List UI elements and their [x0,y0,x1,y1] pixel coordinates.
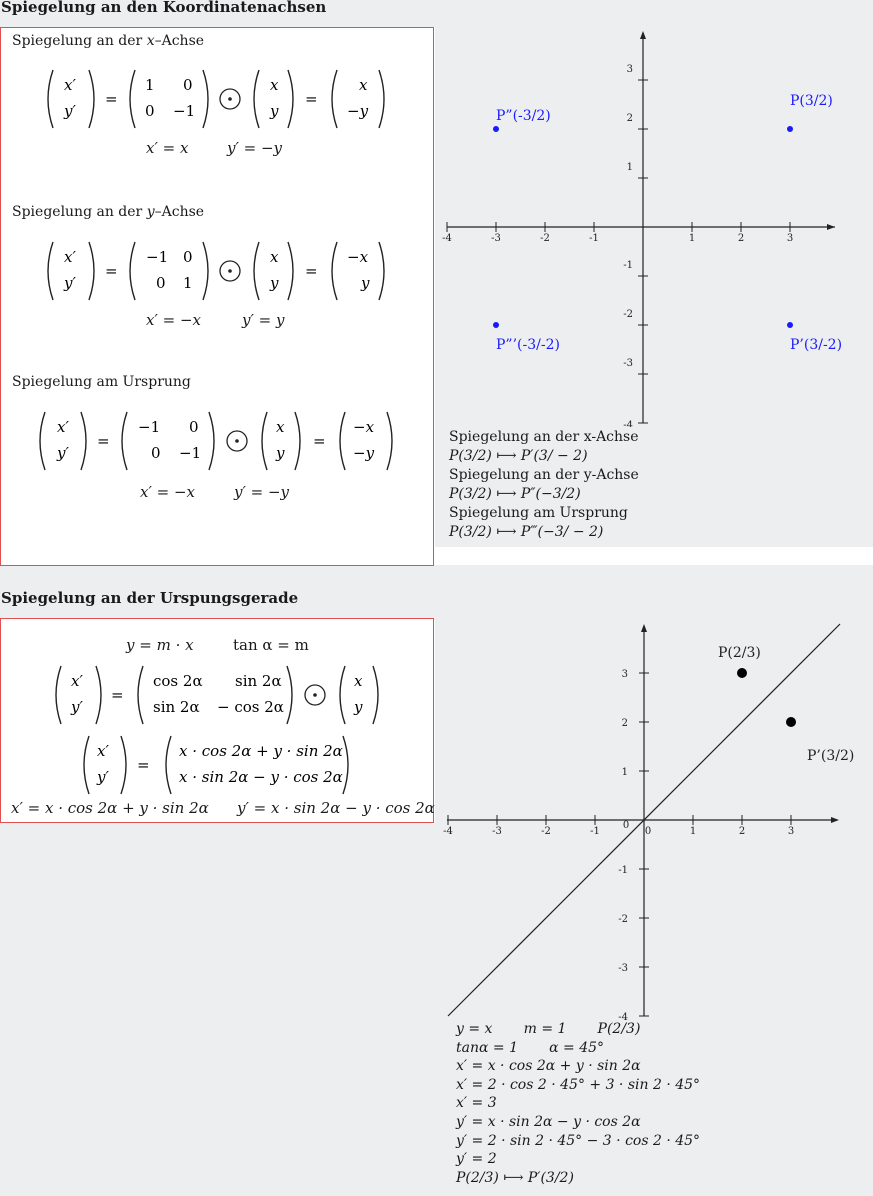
eq-x-axis-1: x′ = x [146,139,189,157]
x-tick-label: -1 [590,826,600,837]
left-gray-fill [0,822,435,1196]
origin-label: 0 [622,820,630,831]
svg-text:cos 2α: cos 2α [153,672,203,690]
info-line: y′ = 2 · sin 2 · 45° − 3 · cos 2 · 45° [456,1132,701,1149]
point-label: P(3/2) [790,93,833,109]
point-label: P’(3/-2) [790,337,843,353]
info-line: Spiegelung an der x-Achse [449,429,639,445]
y-tick-label: 2 [626,113,633,124]
x-axis-arrow [827,224,835,230]
data-point [493,126,499,132]
eq-y-axis-1: x′ = −x [146,311,201,329]
info-line: x′ = 2 · cos 2 · 45° + 3 · sin 2 · 45° [456,1076,701,1093]
point-label: P”’(-3/-2) [496,337,560,353]
svg-text:x: x [354,672,363,690]
info-line: y′ = x · sin 2α − y · cos 2α [456,1113,641,1130]
data-point [737,668,747,678]
y-tick-label: -1 [618,865,628,876]
coordinate-plot-line [435,620,873,1020]
info-line: y = x m = 1 P(2/3) [456,1021,641,1037]
x-tick-label: 3 [787,826,795,837]
info-line-calc [456,1020,700,1187]
matrix-equation-x-axis [1,68,433,130]
svg-text:sin 2α: sin 2α [235,672,282,690]
info-line: Spiegelung am Ursprung [449,505,628,521]
eq-origin-2: y′ = −y [234,483,290,501]
y-tick-label: -1 [623,260,633,271]
svg-text:0: 0 [156,274,166,292]
matrix-equation-y-axis [1,240,433,302]
x-tick-label: -1 [589,233,599,244]
eq-tan-def: tan α = m [233,636,309,654]
y-tick-label: 2 [621,718,628,729]
svg-text:=: = [97,432,110,450]
data-point [786,717,796,727]
formula-box-line [0,618,434,823]
svg-text:x: x [270,76,279,94]
svg-text:=: = [105,90,118,108]
lhs-y: y′ [64,102,76,120]
info-line: Spiegelung an der y-Achse [449,467,639,483]
svg-text:x: x [270,248,279,266]
x-tick-label: -3 [492,826,502,837]
svg-text:y′: y′ [71,698,83,716]
final-y-equation: y′ = x · sin 2α − y · cos 2α [237,799,435,817]
svg-text:=: = [305,90,318,108]
info-line: x′ = x · cos 2α + y · sin 2α [456,1058,641,1075]
y-tick-label: -3 [623,358,633,369]
y-tick-label: -2 [623,309,633,320]
data-point [787,322,793,328]
svg-text:sin 2α: sin 2α [153,698,200,716]
svg-text:−x: −x [347,248,369,266]
svg-text:=: = [305,262,318,280]
svg-text:0: 0 [183,76,193,94]
svg-text:=: = [105,262,118,280]
x-tick-label: -4 [443,826,453,837]
matrix-equation-line [1,664,433,726]
x-tick-label: -3 [491,233,501,244]
y-axis-arrow [641,624,647,632]
svg-text:0: 0 [183,248,193,266]
section-heading-text: Spiegelung an der Urspungsgerade [1,589,299,607]
y-tick-label: -4 [618,1012,628,1020]
data-point [493,322,499,328]
eq-line-def: y = m · x [126,636,194,654]
info-line: P(3/2) ⟼ P″(−3/2) [449,486,581,502]
y-tick-label: 3 [621,669,628,680]
svg-text:x′: x′ [71,672,83,690]
svg-text:x′: x′ [57,418,69,436]
x-tick-label: 0 [644,826,652,837]
x-tick-label: -2 [541,826,551,837]
y-tick-label: -3 [618,963,628,974]
block-title-origin: Spiegelung am Ursprung [12,374,191,390]
svg-text:y: y [354,698,363,716]
x-tick-label: 3 [786,233,794,244]
lhs-x: x′ [64,76,76,94]
svg-text:y: y [270,102,279,120]
y-tick-label: 1 [621,767,628,778]
svg-text:y′: y′ [64,274,76,292]
y-tick-label: 3 [626,64,633,75]
svg-text:=: = [137,756,150,774]
svg-text:− cos 2α: − cos 2α [217,698,284,716]
info-line: P(3/2) ⟼ P′(3/ − 2) [449,448,588,464]
x-tick-label: 2 [738,826,746,837]
block-title-y-axis: Spiegelung an der y–Achse [12,204,205,220]
svg-text:−1: −1 [146,248,169,266]
svg-text:−1: −1 [179,444,202,462]
x-axis-arrow [831,817,839,823]
svg-text:0: 0 [145,102,155,120]
svg-text:−1: −1 [138,418,161,436]
x-tick-label: 1 [689,826,697,837]
svg-text:=: = [313,432,326,450]
info-line: P(3/2) ⟼ P‴(−3/ − 2) [449,524,604,540]
svg-text:−1: −1 [173,102,196,120]
eq-origin-1: x′ = −x [140,483,195,501]
eq-y-axis-2: y′ = y [242,311,285,329]
svg-text:x′: x′ [97,742,109,760]
svg-text:=: = [111,686,124,704]
matrix-equation-origin [1,410,433,472]
point-label: P(2/3) [718,645,761,661]
svg-text:y: y [276,444,285,462]
section-heading-axes [0,0,873,27]
svg-text:x: x [276,418,285,436]
y-tick-label: -4 [623,420,633,427]
svg-text:−y: −y [347,102,369,120]
info-line: P(2/3) ⟼ P′(3/2) [456,1169,574,1186]
x-tick-label: 2 [737,233,745,244]
svg-text:−y: −y [353,444,375,462]
block-title-x-axis: Spiegelung an der x–Achse [12,33,205,49]
section-heading-text: Spiegelung an den Koordinatenachsen [1,0,327,16]
svg-text:x · cos 2α + y · sin 2α: x · cos 2α + y · sin 2α [179,742,343,760]
svg-text:x′: x′ [64,248,76,266]
final-x-equation: x′ = x · cos 2α + y · sin 2α [11,799,209,817]
y-tick-label: -2 [618,914,628,925]
coordinate-plot-axes [435,27,873,427]
point-label: P’(3/2) [807,748,855,764]
info-axes [449,428,639,542]
svg-text:0: 0 [151,444,161,462]
y-axis-arrow [640,31,646,39]
svg-text:y′: y′ [57,444,69,462]
data-point [787,126,793,132]
svg-text:y′: y′ [97,768,109,786]
svg-text:1: 1 [145,76,155,94]
info-line: tanα = 1 α = 45° [456,1039,605,1056]
svg-text:y: y [270,274,279,292]
eq-x-axis-2: y′ = −y [227,139,283,157]
x-tick-label: 1 [688,233,696,244]
point-label: P”(-3/2) [496,108,551,124]
y-tick-label: 1 [626,162,633,173]
svg-text:x · sin 2α − y · cos 2α: x · sin 2α − y · cos 2α [179,768,343,786]
formula-box-axes [0,27,434,566]
svg-text:y: y [361,274,370,292]
section-heading-line [0,589,873,620]
svg-text:0: 0 [189,418,199,436]
svg-text:−x: −x [353,418,375,436]
svg-text:x: x [359,76,368,94]
info-line: y′ = 2 [456,1151,497,1168]
info-line: x′ = 3 [456,1095,497,1112]
x-tick-label: -2 [540,233,550,244]
result-equation-line [1,734,433,796]
x-tick-label: -4 [442,233,452,244]
svg-text:1: 1 [183,274,193,292]
